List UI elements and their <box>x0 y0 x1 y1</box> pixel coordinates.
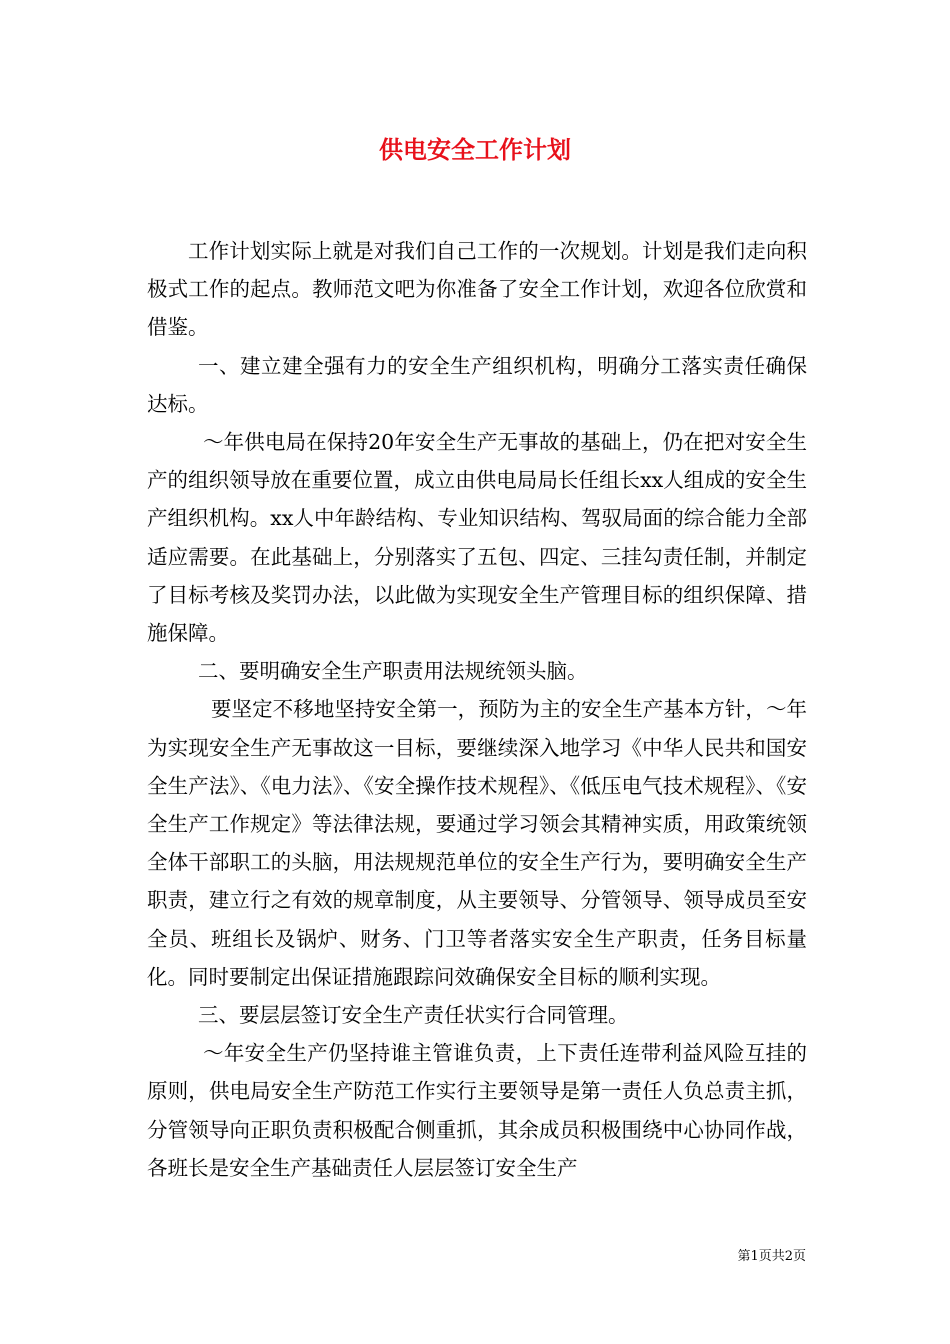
paragraph-section-2: 要坚定不移地坚持安全第一，预防为主的安全生产基本方针，～年为实现安全生产无事故这一目标，要继续深入地学习《中华人民共和国安全生产法》、《电力法》、《安全操作技术规程》、《低压电气技术规程》、《安全生产工作规定》等法律法规，要通过学习领会其精神实质，用政策统领全体干部职工的头脑，用法规规范单位的安全生产行为，要明确安全生产职责，建立行之有效的规章制度，从主要领导、分管领导、领导成员至安全员、班组长及锅炉、财务、门卫等者落实安全生产职责，任务目标量化。同时要制定出保证措施跟踪问效确保安全目标的顺利实现。 <box>147 697 807 989</box>
paragraph-section-3: ～年安全生产仍坚持谁主管谁负责，上下责任连带利益风险互挂的原则，供电局安全生产防范工作实行主要领导是第一责任人负总责主抓，分管领导向正职负责积极配合侧重抓，其余成员积极围绕中心协同作战，各班长是安全生产基础责任人层层签订安全生产 <box>147 1041 807 1180</box>
document-title: 供电安全工作计划 <box>379 135 571 164</box>
page-number: 第1页共2页 <box>737 1249 806 1264</box>
paragraph-section-1: ～年供电局在保持20年安全生产无事故的基础上，仍在把对安全生产的组织领导放在重要位置，成立由供电局局长任组长xx人组成的安全生产组织机构。xx人中年龄结构、专业知识结构、驾驭局面的综合能力全部适应需要。在此基础上，分别落实了五包、四定、三挂勾责任制，并制定了目标考核及奖罚办法，以此做为实现安全生产管理目标的组织保障、措施保障。 <box>147 430 807 646</box>
paragraph-intro: 工作计划实际上就是对我们自己工作的一次规划。计划是我们走向积极式工作的起点。教师范文吧为你准备了安全工作计划，欢迎各位欣赏和借鉴。 <box>147 239 807 340</box>
document-body <box>147 232 807 1187</box>
section-heading-3: 三、要层层签订安全生产责任状实行合同管理。 <box>198 1003 629 1028</box>
section-heading-2: 二、要明确安全生产职责用法规统领头脑。 <box>198 659 588 684</box>
section-heading-1: 一、建立建全强有力的安全生产组织机构，明确分工落实责任确保达标。 <box>147 353 807 416</box>
